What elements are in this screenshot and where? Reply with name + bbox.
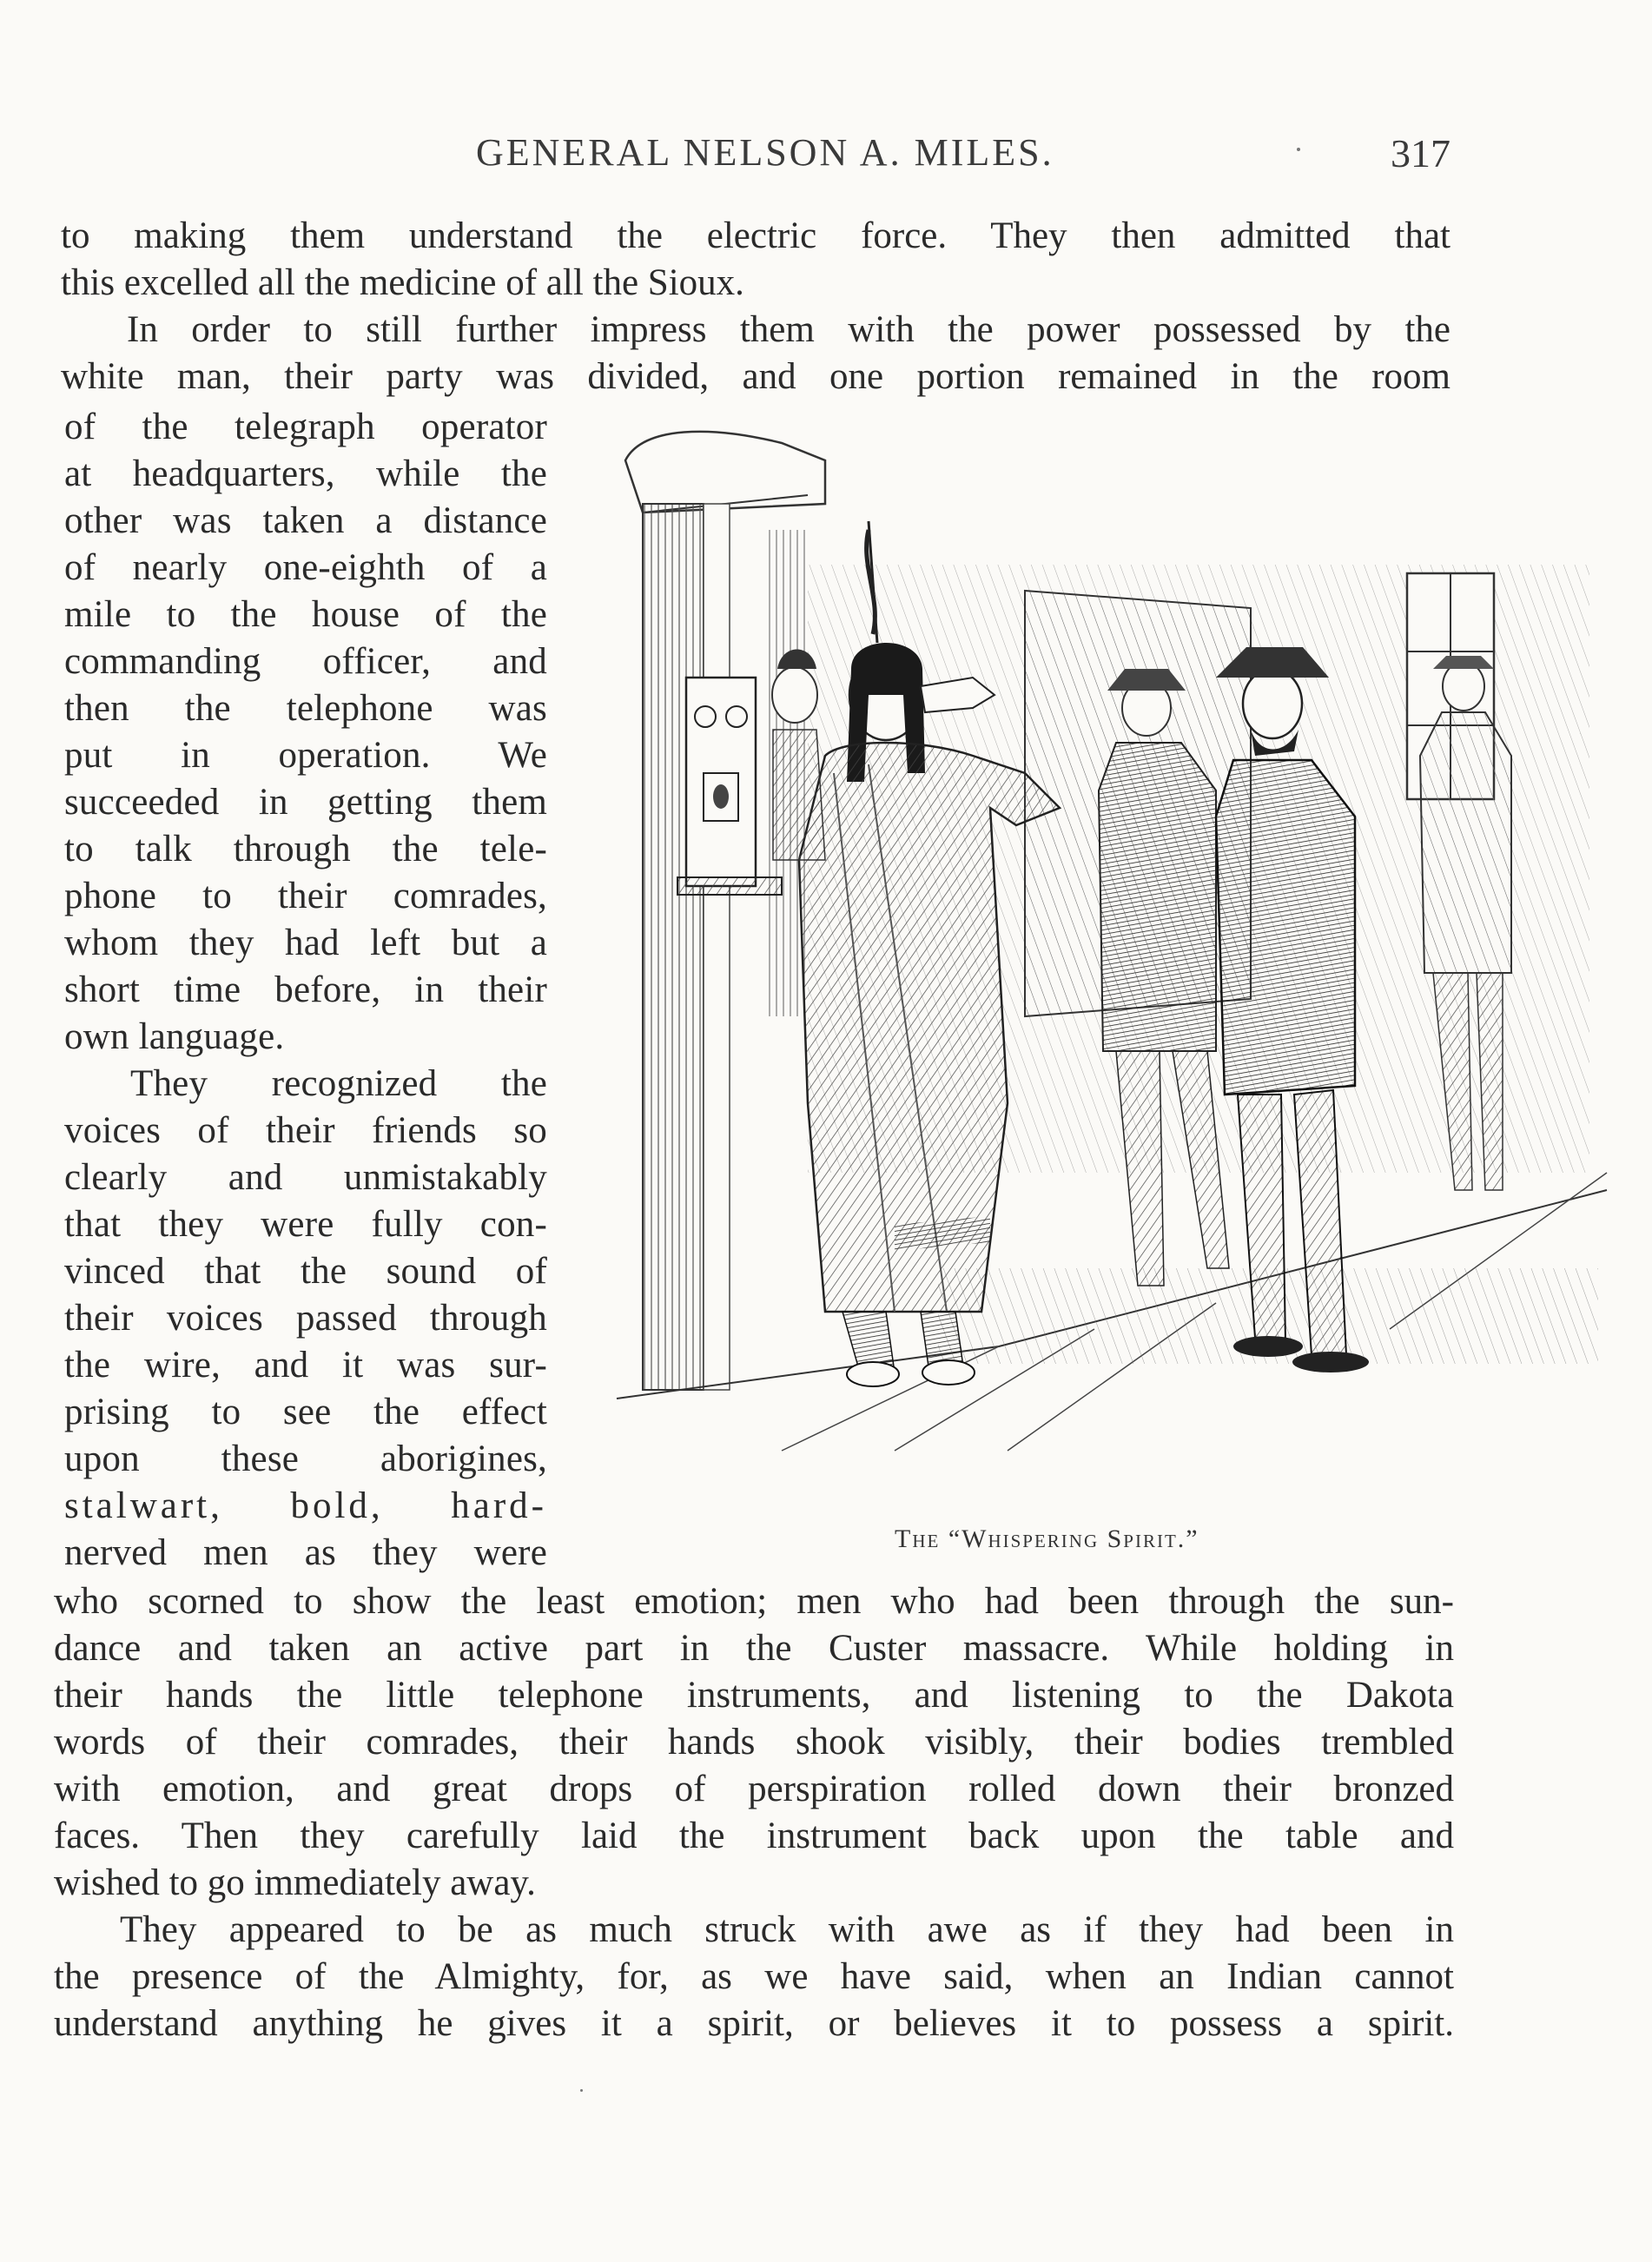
- text-line: upon these aborigines,: [64, 1439, 547, 1479]
- text-block-bottom: [54, 1578, 1454, 2047]
- text-line: whom they had left but a: [64, 923, 547, 963]
- text-line: white man, their party was divided, and one portion remained in the room: [61, 356, 1450, 397]
- engraving-illustration: [608, 408, 1616, 1468]
- text-line: at headquarters, while the: [64, 453, 547, 494]
- text-line: their voices passed through: [64, 1298, 547, 1339]
- text-line: the presence of the Almighty, for, as we have said, when an Indian cannot: [54, 1956, 1454, 1997]
- text-line: of the telegraph operator: [64, 407, 547, 447]
- text-line: mile to the house of the: [64, 594, 547, 635]
- text-line: words of their comrades, their hands shook visibly, their bodies trembled: [54, 1722, 1454, 1763]
- page-header: [0, 130, 1652, 182]
- text-line: of nearly one-eighth of a: [64, 547, 547, 588]
- text-block-top: [61, 213, 1450, 400]
- text-line: voices of their friends so: [64, 1110, 547, 1151]
- text-line: own language.: [64, 1016, 285, 1057]
- text-block-left-column: [64, 404, 547, 1577]
- text-line: other was taken a distance: [64, 500, 547, 541]
- ink-speck: [1297, 148, 1300, 151]
- page-number: 317: [1391, 131, 1450, 175]
- text-line: faces. Then they carefully laid the instrument back upon the table and: [54, 1816, 1454, 1856]
- text-line: They recognized the: [130, 1063, 547, 1104]
- text-line: to talk through the tele-: [64, 829, 547, 870]
- text-line: dance and taken an active part in the Custer massacre. While holding in: [54, 1628, 1454, 1669]
- text-line: vinced that the sound of: [64, 1251, 547, 1292]
- text-line: who scorned to show the least emotion; men who had been through the sun-: [54, 1581, 1454, 1622]
- text-line: They appeared to be as much struck with awe as if they had been in: [120, 1909, 1454, 1950]
- illustration-whispering-spirit: [608, 408, 1616, 1468]
- figure-caption: The “Whispering Spirit.”: [895, 1525, 1199, 1553]
- text-line: to making them understand the electric force. They then admitted that: [61, 215, 1450, 256]
- text-line: short time before, in their: [64, 969, 547, 1010]
- text-line: understand anything he gives it a spirit, or believes it to possess a spirit.: [54, 2003, 1454, 2044]
- text-line: In order to still further impress them with the power possessed by the: [127, 309, 1450, 350]
- text-line: the wire, and it was sur-: [64, 1345, 547, 1386]
- text-line: commanding officer, and: [64, 641, 547, 682]
- text-line: stalwart, bold, hard-: [64, 1485, 547, 1526]
- text-line: succeeded in getting them: [64, 782, 547, 823]
- text-line: nerved men as they were: [64, 1532, 547, 1573]
- ink-speck: [580, 2089, 583, 2092]
- text-line: with emotion, and great drops of perspiration rolled down their bronzed: [54, 1769, 1454, 1809]
- text-line: their hands the little telephone instruments, and listening to the Dakota: [54, 1675, 1454, 1716]
- text-line: wished to go immediately away.: [54, 1862, 536, 1903]
- text-line: put in operation. We: [64, 735, 547, 776]
- running-head: GENERAL NELSON A. MILES.: [476, 131, 1054, 174]
- text-line: then the telephone was: [64, 688, 547, 729]
- text-line: phone to their comrades,: [64, 876, 547, 916]
- text-line: prising to see the effect: [64, 1392, 547, 1432]
- text-line: clearly and unmistakably: [64, 1157, 547, 1198]
- text-line: that they were fully con-: [64, 1204, 547, 1245]
- text-line: this excelled all the medicine of all the Sioux.: [61, 262, 744, 303]
